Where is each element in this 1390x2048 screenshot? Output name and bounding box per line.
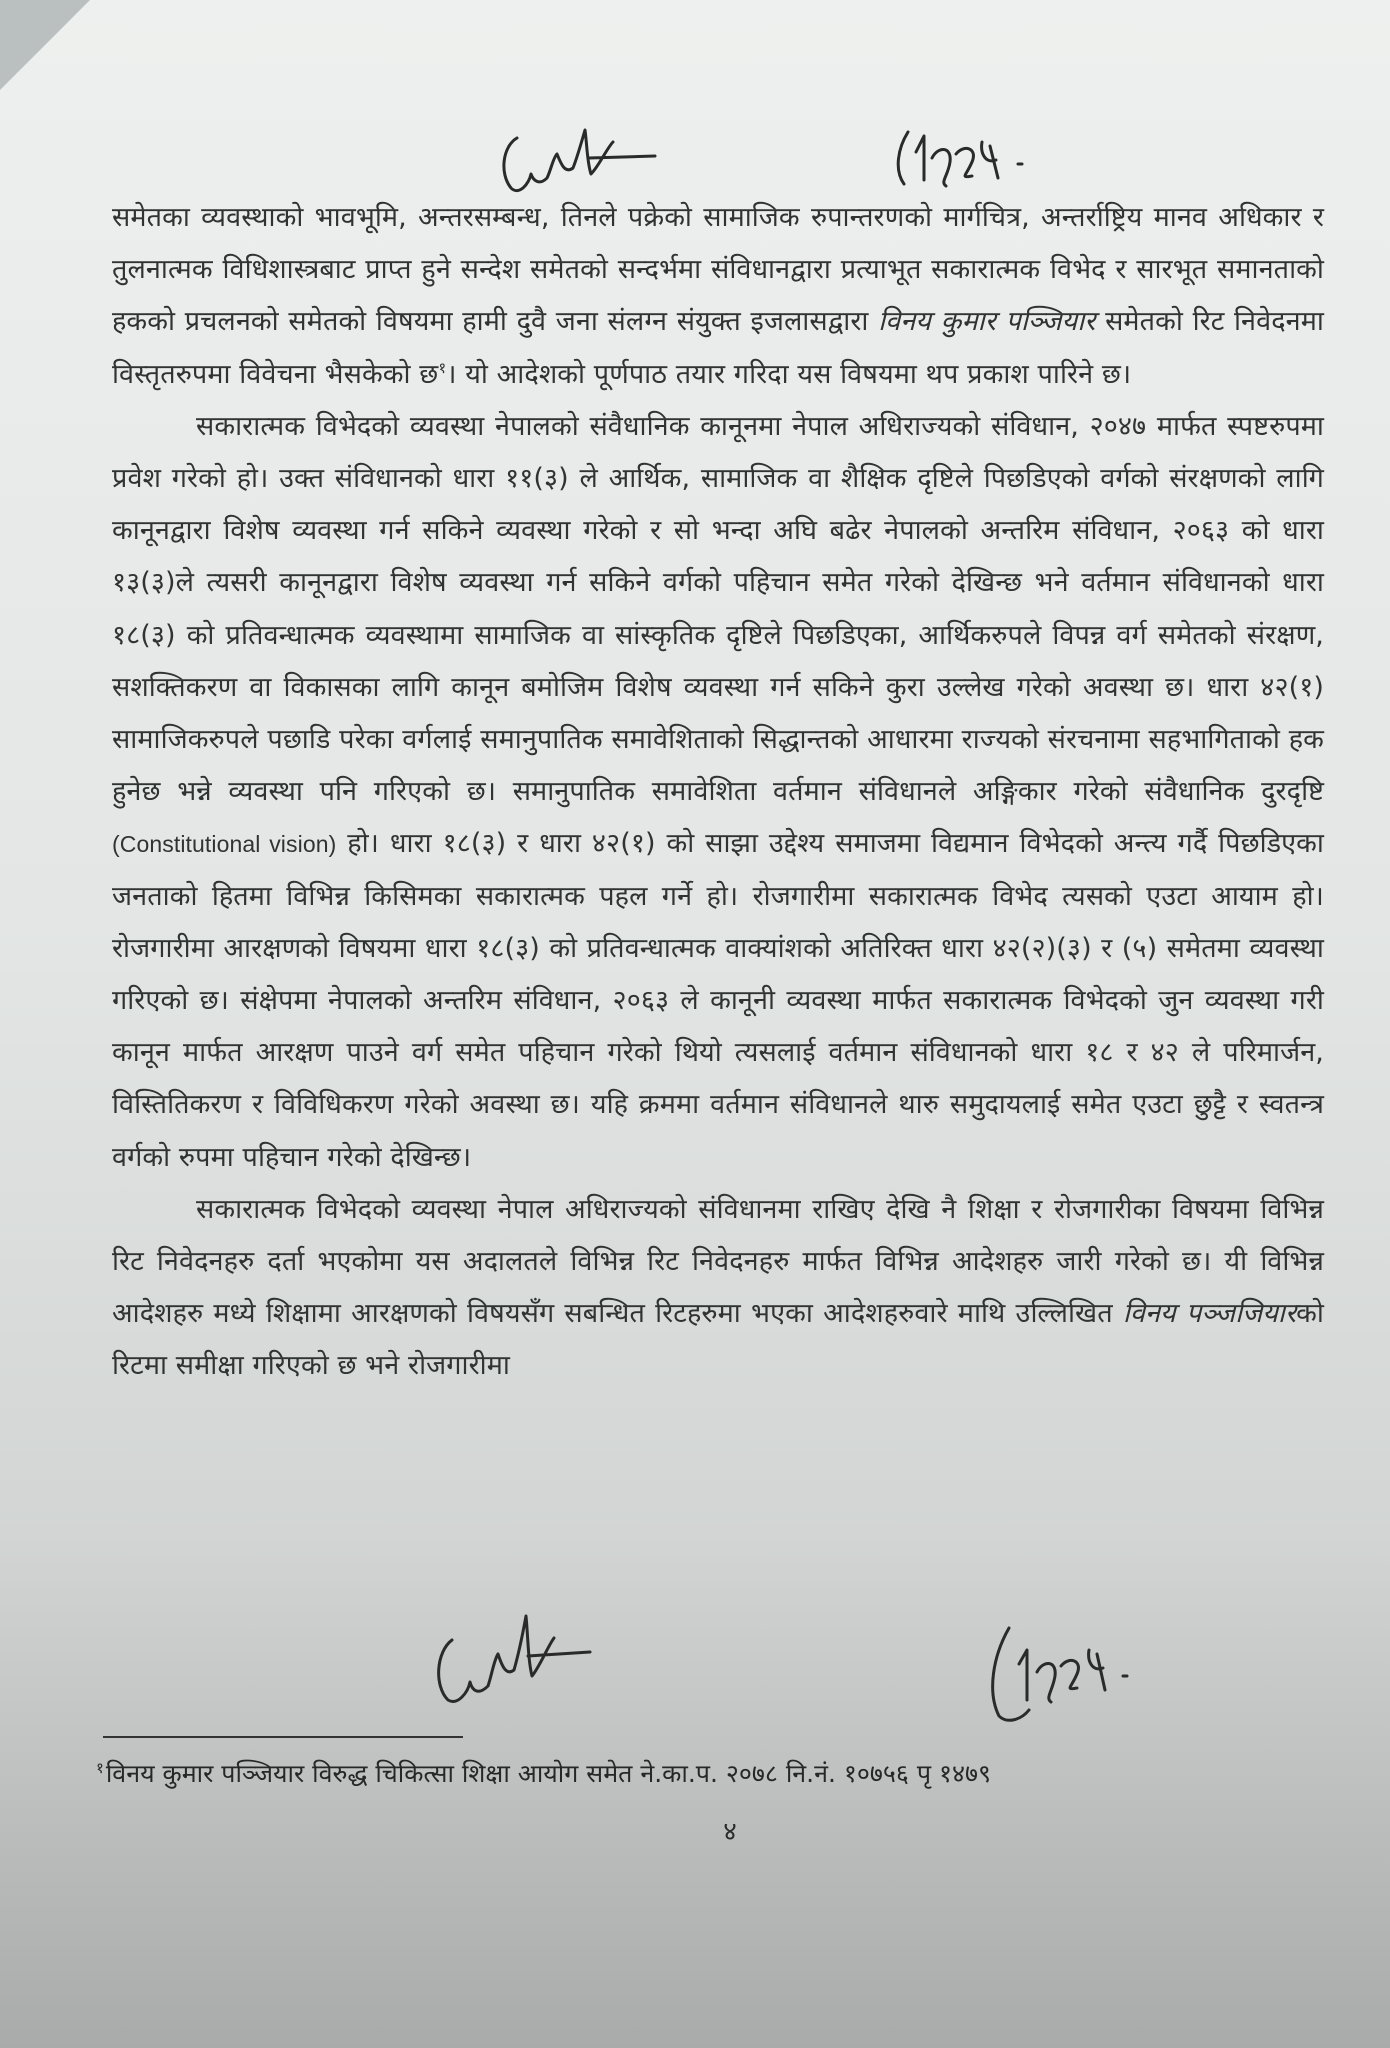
paragraph-2	[112, 401, 1324, 1184]
footnote	[96, 1756, 1296, 1792]
paragraph-3-run-1: सकारात्मक विभेदको व्यवस्था नेपाल अधिराज्यको संविधानमा राखिए देखि नै शिक्षा र रोजगारीका विषयमा विभिन्न रिट निवेदनहरु दर्ता भएकोमा यस अदालतले विभिन्न रिट निवेदनहरु मार्फत विभिन्न आदेशहरु जारी गरेको छ। यी विभिन्न आदेशहरु मध्ये शिक्षामा आरक्षणको विषयसँग सबन्धित रिटहरुमा भएका आदेशहरुवारे माथि उल्लिखित	[112, 1193, 1324, 1330]
footnote-reference: १	[438, 358, 447, 377]
paragraph-1-run-1: समेतका व्यवस्थाको भावभूमि, अन्तरसम्बन्ध, तिनले पक्रेको सामाजिक रुपान्तरणको मार्गचित्र, अन्तर्राष्ट्रिय मानव अधिकार र तुलनात्मक विधिशास्त्रबाट प्राप्त हुने सन्देश समेतको सन्दर्भमा संविधानद्वारा प्रत्याभूत सकारात्मक विभेद र सारभूत समानताको हकको प्रचलनको समेतको विषयमा हामी दुवै जना संलग्न संयुक्त इजलासद्वारा	[112, 202, 1324, 338]
case-name-italic-2: विनय पञ्जजियार	[1122, 1298, 1297, 1330]
paragraph-2-run-1: सकारात्मक विभेदको व्यवस्था नेपालको संवैधानिक कानूनमा नेपाल अधिराज्यको संविधान, २०४७ मार्फत स्पष्टरुपमा प्रवेश गरेको हो। उक्त संविधानको धारा ११(३) ले आर्थिक, सामाजिक वा शैक्षिक दृष्टिले पिछडिएको वर्गको संरक्षणको लागि कानूनद्वारा विशेष व्यवस्था गर्न सकिने व्यवस्था गरेको र सो भन्दा अघि बढेर नेपालको अन्तरिम संविधान, २०६३ को धारा १३(३)ले त्यसरी कानूनद्वारा विशेष व्यवस्था गर्न सकिने वर्गको पहिचान समेत गरेको देखिन्छ भने वर्तमान संविधानको धारा १८(३) को प्रतिवन्धात्मक व्यवस्थामा सामाजिक वा सांस्कृतिक दृष्टिले पिछडिएका, आर्थिकरुपले विपन्न वर्ग समेतको संरक्षण, सशक्तिकरण वा विकासका लागि कानून बमोजिम विशेष व्यवस्था गर्न सकिने कुरा उल्लेख गरेको अवस्था छ। धारा ४२(१) सामाजिकरुपले पछाडि परेका वर्गलाई समानुपातिक समावेशिताको सिद्धान्तको आधारमा राज्यको संरचनामा सहभागिताको हक हुनेछ भन्ने व्यवस्था पनि गरिएको छ। समानुपातिक समावेशिता वर्तमान संविधानले अङ्गिकार गरेको संवैधानिक दुरदृष्टि	[112, 410, 1324, 808]
footnote-mark: १	[96, 1758, 104, 1777]
english-term: (Constitutional vision)	[112, 831, 337, 858]
case-name-italic: विनय कुमार पञ्जियार	[878, 306, 1096, 338]
paragraph-1-run-5: । यो आदेशको पूर्णपाठ तयार गरिदा यस विषयमा थप प्रकाश पारिने छ।	[446, 358, 1132, 390]
signature-top-left	[495, 118, 665, 198]
paragraph-2-run-3: हो। धारा १८(३) र धारा ४२(१) को साझा उद्देश्य समाजमा विद्यमान विभेदको अन्त्य गर्दै पिछडिएका जनताको हितमा विभिन्न किसिमका सकारात्मक पहल गर्ने हो। रोजगारीमा सकारात्मक विभेद त्यसको एउटा आयाम हो। रोजगारीमा आरक्षणको विषयमा धारा १८(३) को प्रतिवन्धात्मक वाक्यांशको अतिरिक्त धारा ४२(२)(३) र (५) समेतमा व्यवस्था गरिएको छ। संक्षेपमा नेपालको अन्तरिम संविधान, २०६३ ले कानूनी व्यवस्था मार्फत सकारात्मक विभेदको जुन व्यवस्था गरी कानून मार्फत आरक्षण पाउने वर्ग समेत पहिचान गरेको थियो त्यसलाई वर्तमान संविधानको धारा १८ र ४२ ले परिमार्जन, विस्तितिकरण र विविधिकरण गरेको अवस्था छ। यहि क्रममा वर्तमान संविधानले थारु समुदायलाई समेत एउटा छुट्टै र स्वतन्त्र वर्गको रुपमा पहिचान गरेको देखिन्छ।	[112, 828, 1325, 1173]
paragraph-3-run-3: को रिटमा समीक्षा गरिएको छ भने रोजगारीमा	[112, 1298, 1324, 1382]
footnote-text: विनय कुमार पञ्जियार विरुद्ध चिकित्सा शिक्षा आयोग समेत ने.का.प. २०७८ नि.नं. १०७५६ पृ १४७९	[105, 1759, 991, 1788]
paragraph-3	[112, 1184, 1324, 1393]
signature-bottom-left	[430, 1600, 600, 1710]
body-text	[112, 192, 1324, 1393]
paragraph-1-run-3: समेतको रिट निवेदनमा विस्तृतरुपमा विवेचना भैसकेको छ	[112, 306, 1324, 390]
page-number: ४	[723, 1817, 737, 1847]
paragraph-1	[112, 192, 1324, 401]
footnote-divider	[103, 1736, 463, 1738]
signature-bottom-right	[985, 1620, 1135, 1730]
signature-top-right	[890, 118, 1040, 198]
